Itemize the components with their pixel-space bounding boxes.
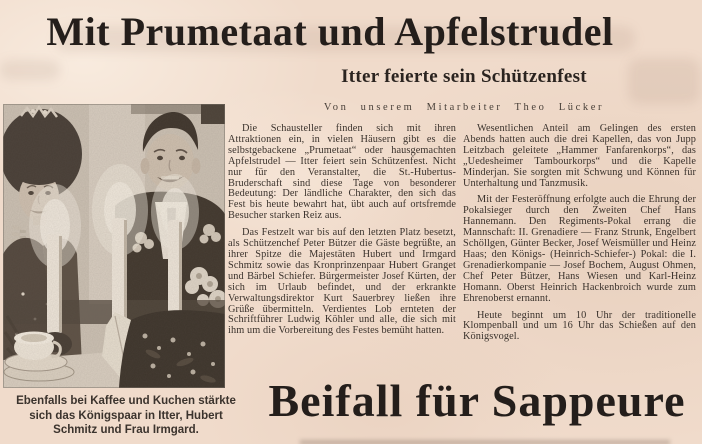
main-headline: Mit Prumetaat und Apfelstrudel bbox=[46, 9, 614, 54]
ghost-print-artifact bbox=[0, 60, 60, 80]
paragraph: Die Schausteller finden sich mit ihren Attraktionen ein, in vielen Häusern gibt es die selbstgebackene „Prumetaat“ oder hausgemachten Apfelstrudel — Itter feiert sein Schützenfest. Nicht nur für den Veranstalter, die St.-Hubertus-Bruderschaft sind diese Tage von besonderer Bedeutung: Der ländliche Charakter, den sich das Fest bis heute bewahrt hat, übt auch auf ortsfremde Besucher starken Reiz aus. bbox=[228, 123, 456, 222]
photo-caption-line: Schmitz und Frau Irmgard. bbox=[53, 424, 199, 436]
photo-caption bbox=[0, 394, 252, 438]
paragraph: Heute beginnt um 10 Uhr der traditionelle Klompenball und um 16 Uhr das Schießen auf den Königsvogel. bbox=[463, 309, 696, 343]
photo-caption-line: sich das Königspaar in Itter, Hubert bbox=[29, 409, 223, 422]
bottom-headline: Beifall für Sappeure bbox=[268, 375, 686, 426]
koenigspaar-photo bbox=[3, 104, 225, 388]
paragraph: Wesentlichen Anteil am Gelingen des ersten Abends hatten auch die drei Kapellen, das von Jupp Leitzbach geleitete „Hammer Fanfarenkorps“, das „Uedesheimer Tambourkorps“ und die Kapelle Minderjan. Sie sorgten mit Schwung und Können für Unterhaltung und Tanzmusik. bbox=[463, 123, 696, 189]
paragraph: Mit der Festeröffnung erfolgte auch die Ehrung der Pokalsieger durch den Zweiten Chef Hans Hannemann. Den Regiments-Pokal errang die Mannschaft: II. Grenadiere — Franz Strunk, Engelbert Schöllgen, Günter Becker, Josef Weismüller und Heinz Haas; den Königs- (Heinrich-Schiefer-) Pokal: die I. Grenadierkompanie — Josef Bochem, August Ohmen, Chef Peter Bützer, Hans Wiesen und Karl-Heinz Homann. Oberst Heinrich Hackenbroich wurde zum Ehrenoberst ernannt. bbox=[463, 194, 696, 304]
sub-headline: Itter feierte sein Schützenfest bbox=[341, 66, 587, 87]
byline: Von unserem Mitarbeiter Theo Lücker bbox=[323, 102, 605, 113]
article-column-right bbox=[463, 124, 696, 349]
paragraph: Das Festzelt war bis auf den letzten Platz besetzt, als Schützenchef Peter Bützer die Gäste begrüßte, an ihrer Spitze die Majestäten Hubert und Irmgard Schmitz sowie das Kronprinzenpaar Hubert Granget und Bärbel Schiefer. Bürgermeister Josef Kürten, der sich im Urlaub befindet, und der erkrankte Verwaltungsdirektor Kurt Sauerbrey ließen ihre Grüße übermitteln. Verdientes Lob ernteten der Schriftführer Ludwig Köhler und alle, die sich mit ihm um die Vorbereitung des Festes bemüht hatten. bbox=[228, 227, 456, 337]
cut-off-text-line bbox=[300, 440, 670, 444]
article-column-left bbox=[228, 124, 456, 343]
photo-illustration bbox=[3, 104, 225, 388]
photo-caption-line: Ebenfalls bei Kaffee und Kuchen stärkte bbox=[16, 395, 236, 407]
